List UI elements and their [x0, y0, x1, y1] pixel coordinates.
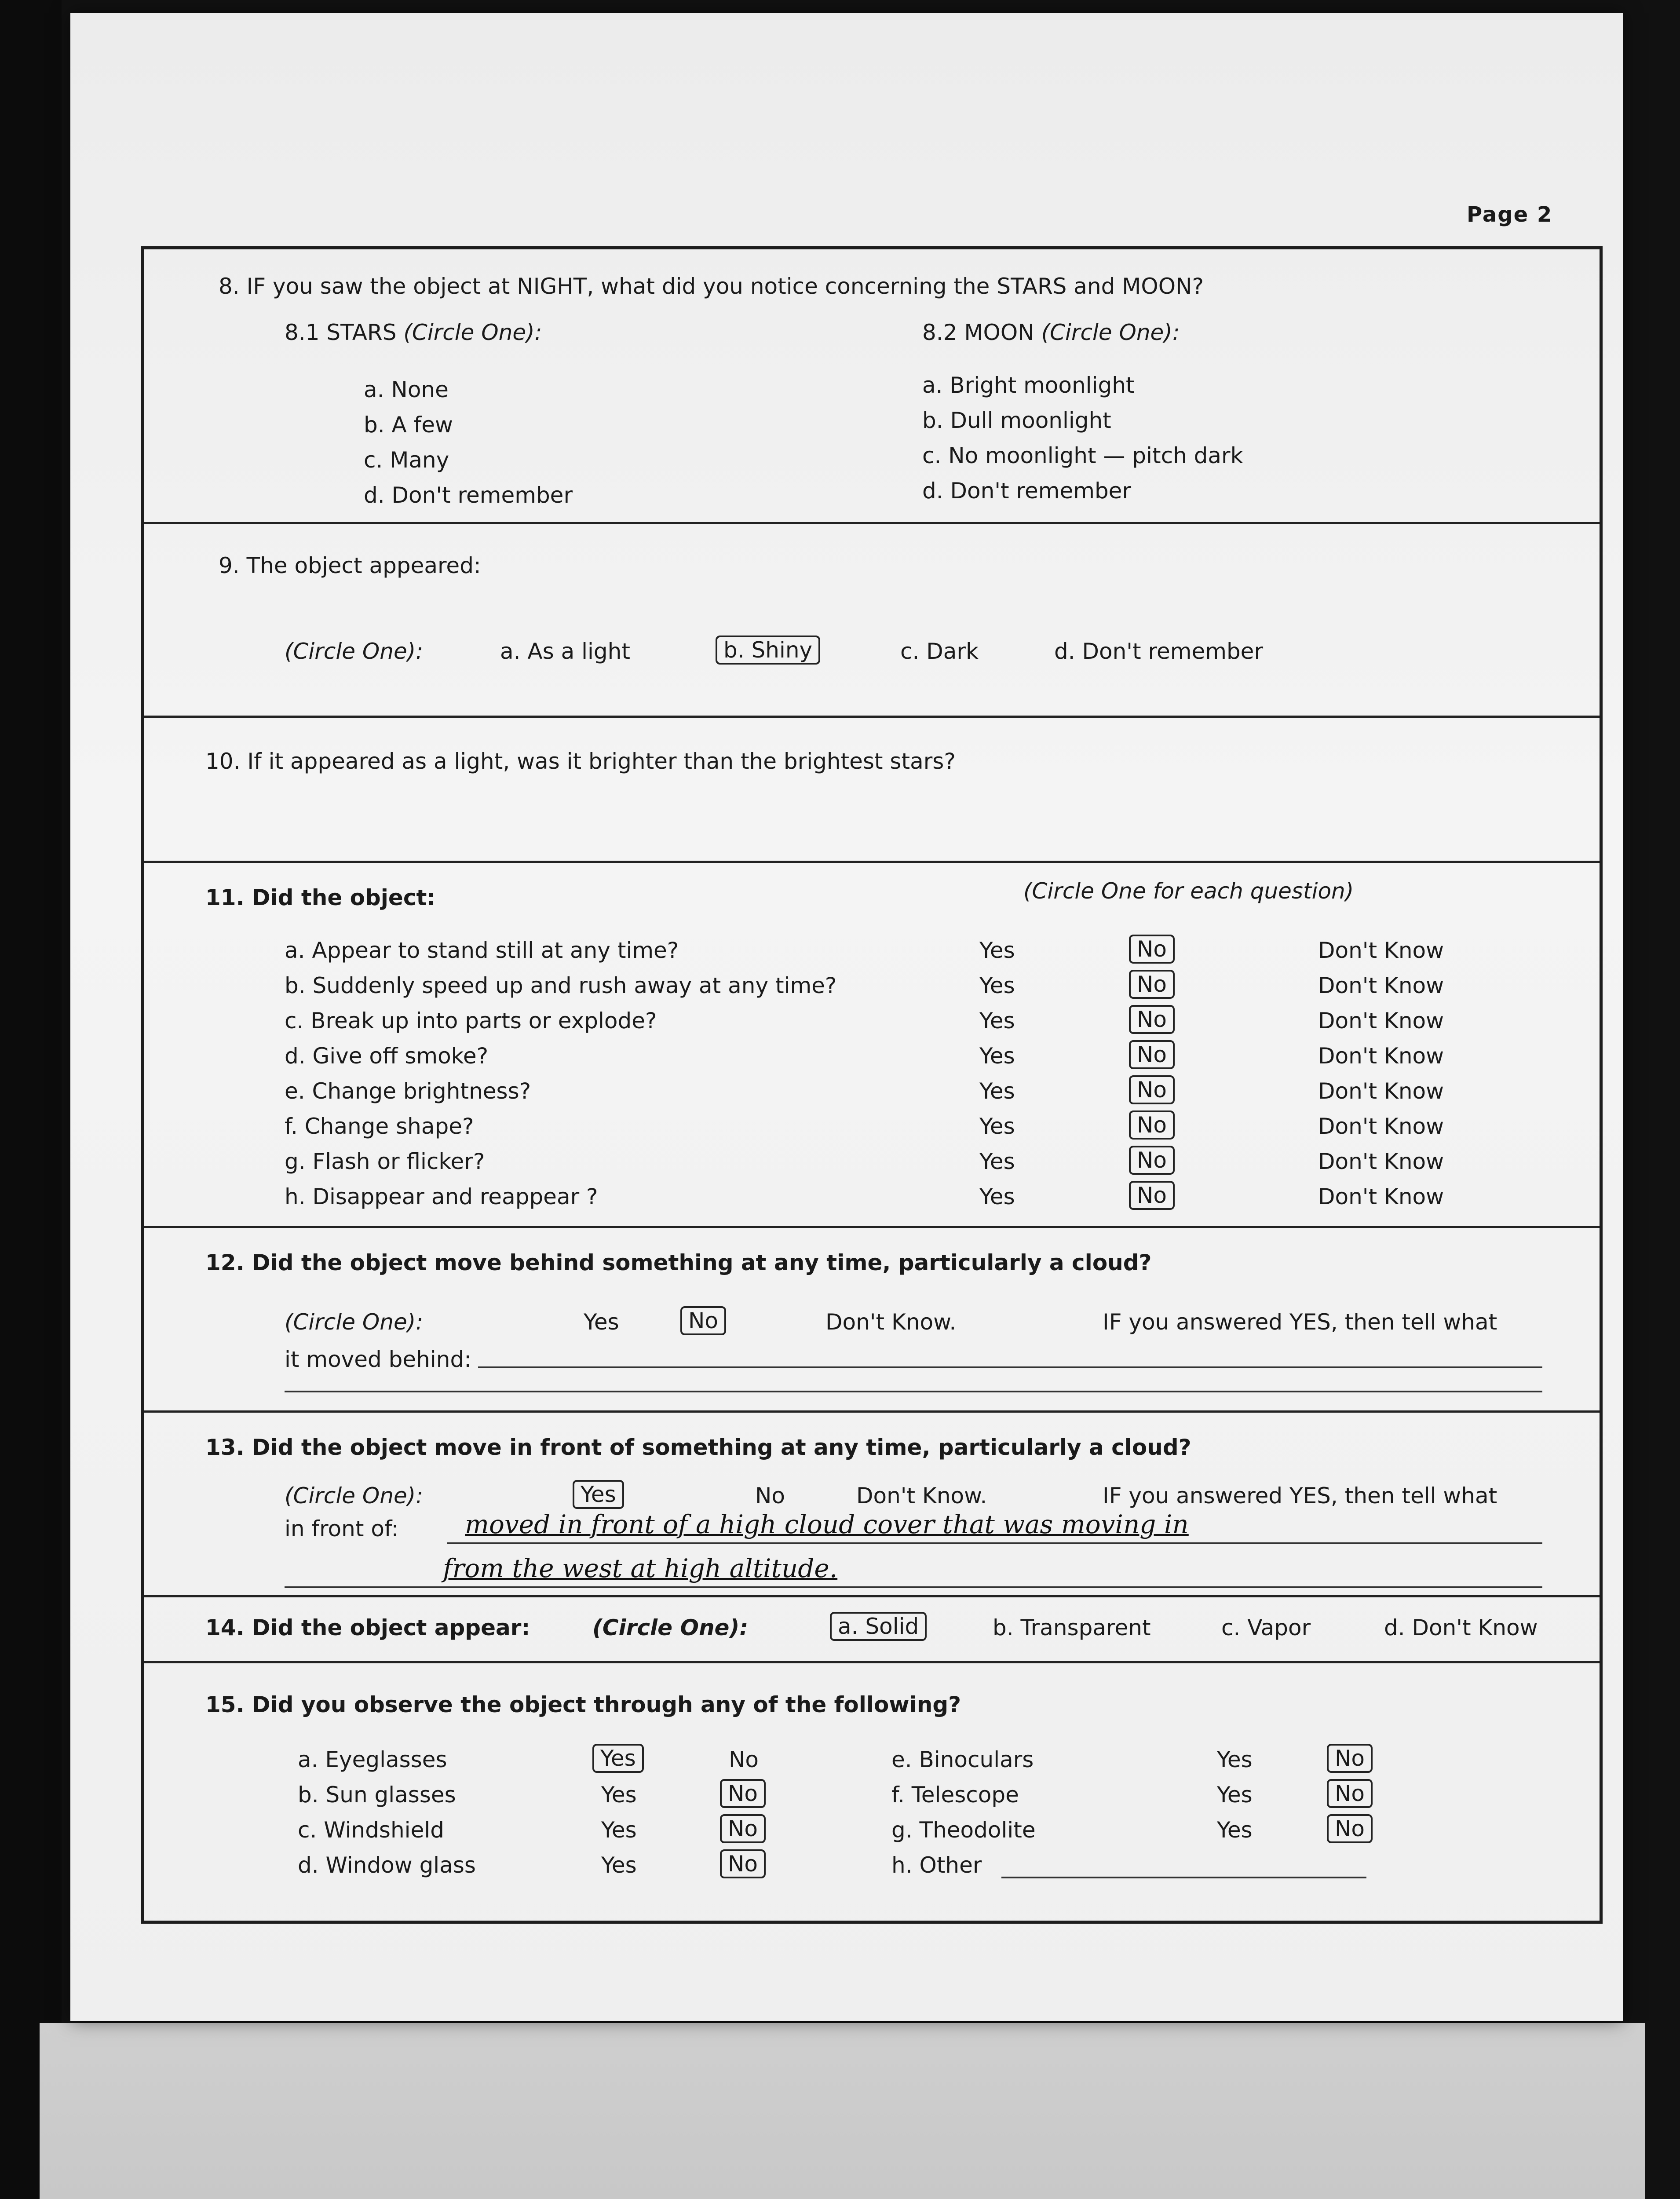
q11-no-circled[interactable]: No [1129, 970, 1175, 999]
q11-item: c. Break up into parts or explode? [285, 1008, 657, 1034]
q11-yes[interactable]: Yes [979, 1149, 1015, 1174]
stars-heading-label: 8.1 STARS [285, 320, 397, 345]
q11-item: b. Suddenly speed up and rush away at any time? [285, 973, 837, 998]
q12-yes[interactable]: Yes [584, 1309, 619, 1335]
q13-label: in front of: [285, 1516, 399, 1541]
q15-window-glass-yes[interactable]: Yes [601, 1852, 637, 1878]
q15-telescope-no-circled[interactable]: No [1327, 1779, 1373, 1808]
stars-option-b[interactable]: b. A few [364, 412, 453, 438]
question-11 [144, 861, 1600, 1228]
q10-text: 10. If it appeared as a light, was it brighter than the brightest stars? [205, 749, 956, 774]
q15-other-line[interactable] [1001, 1877, 1366, 1878]
q14-option-b[interactable]: b. Transparent [993, 1615, 1151, 1640]
q15-window-glass: d. Window glass [298, 1852, 476, 1878]
moon-heading-label: 8.2 MOON [922, 320, 1034, 345]
page-number: Page 2 [1467, 202, 1553, 227]
q11-no-circled[interactable]: No [1129, 935, 1175, 964]
moon-option-b[interactable]: b. Dull moonlight [922, 408, 1111, 433]
q11-dont-know[interactable]: Don't Know [1318, 1078, 1444, 1104]
q11-yes[interactable]: Yes [979, 938, 1015, 963]
q11-text: 11. Did the object: [205, 885, 436, 910]
moon-option-c[interactable]: c. No moonlight — pitch dark [922, 443, 1243, 468]
moon-option-d[interactable]: d. Don't remember [922, 478, 1131, 504]
q11-item: f. Change shape? [285, 1114, 474, 1139]
q11-dont-know[interactable]: Don't Know [1318, 1043, 1444, 1069]
q13-text: 13. Did the object move in front of something at any time, particularly a cloud? [205, 1435, 1191, 1460]
film-edge-left [0, 0, 62, 2199]
q11-no-circled[interactable]: No [1129, 1146, 1175, 1175]
q11-no-circled[interactable]: No [1129, 1075, 1175, 1104]
scan-backdrop [40, 2023, 1645, 2199]
q15-sun-glasses-yes[interactable]: Yes [601, 1782, 637, 1808]
q14-circle-one: (Circle One): [592, 1615, 749, 1640]
question-14 [144, 1595, 1600, 1663]
q11-item: e. Change brightness? [285, 1078, 531, 1104]
q11-yes[interactable]: Yes [979, 1078, 1015, 1104]
question-9 [144, 522, 1600, 718]
moon-circle-one: (Circle One): [1041, 320, 1180, 345]
q15-eyeglasses-yes-circled[interactable]: Yes [592, 1744, 644, 1773]
q15-theodolite: g. Theodolite [891, 1817, 1036, 1843]
q11-circle-note: (Circle One for each question) [1023, 878, 1354, 904]
q15-windshield-yes[interactable]: Yes [601, 1817, 637, 1843]
q11-item: d. Give off smoke? [285, 1043, 489, 1069]
q11-yes[interactable]: Yes [979, 1043, 1015, 1069]
q13-handwritten-answer-1[interactable]: moved in front of a high cloud cover that was moving in [465, 1509, 1189, 1539]
q14-option-c[interactable]: c. Vapor [1221, 1615, 1311, 1640]
q11-no-circled[interactable]: No [1129, 1110, 1175, 1140]
q15-binoculars-no-circled[interactable]: No [1327, 1744, 1373, 1773]
q14-option-d[interactable]: d. Don't Know [1384, 1615, 1538, 1640]
q15-theodolite-no-circled[interactable]: No [1327, 1814, 1373, 1843]
q12-label: it moved behind: [285, 1347, 472, 1372]
q12-answer-line-1[interactable] [478, 1366, 1542, 1368]
form-page [70, 13, 1623, 2021]
q11-no-circled[interactable]: No [1129, 1005, 1175, 1034]
q9-option-c[interactable]: c. Dark [900, 639, 979, 664]
q11-no-circled[interactable]: No [1129, 1181, 1175, 1210]
q9-option-a[interactable]: a. As a light [500, 639, 630, 664]
q8-stars-heading [285, 320, 542, 345]
q12-no-circled[interactable]: No [680, 1306, 726, 1335]
stars-option-c[interactable]: c. Many [364, 447, 449, 473]
question-10 [144, 716, 1600, 863]
q14-text: 14. Did the object appear: [205, 1615, 530, 1640]
q15-window-glass-no-circled[interactable]: No [720, 1849, 766, 1878]
q11-yes[interactable]: Yes [979, 1184, 1015, 1209]
question-12 [144, 1226, 1600, 1413]
q15-windshield-no-circled[interactable]: No [720, 1814, 766, 1843]
q15-binoculars: e. Binoculars [891, 1747, 1034, 1772]
q15-binoculars-yes[interactable]: Yes [1217, 1747, 1253, 1772]
q12-dont-know[interactable]: Don't Know. [825, 1309, 957, 1335]
q15-text: 15. Did you observe the object through any of the following? [205, 1692, 961, 1717]
q15-sun-glasses: b. Sun glasses [298, 1782, 456, 1808]
q13-dont-know[interactable]: Don't Know. [856, 1483, 987, 1509]
stars-option-a[interactable]: a. None [364, 377, 449, 402]
q12-text: 12. Did the object move behind something at any time, particularly a cloud? [205, 1250, 1152, 1275]
q9-text: 9. The object appeared: [219, 553, 481, 578]
q13-answer-line-2 [285, 1586, 1542, 1588]
stars-circle-one: (Circle One): [403, 320, 542, 345]
q15-sun-glasses-no-circled[interactable]: No [720, 1779, 766, 1808]
questionnaire-form [141, 246, 1603, 1924]
q11-dont-know[interactable]: Don't Know [1318, 1114, 1444, 1139]
q13-handwritten-answer-2[interactable]: from the west at high altitude. [443, 1553, 838, 1583]
q11-dont-know[interactable]: Don't Know [1318, 1149, 1444, 1174]
q15-other: h. Other [891, 1852, 982, 1878]
q15-telescope: f. Telescope [891, 1782, 1019, 1808]
q8-moon-heading [922, 320, 1180, 345]
q12-if-yes: IF you answered YES, then tell what [1103, 1309, 1497, 1335]
question-13 [144, 1410, 1600, 1597]
q8-text: 8. IF you saw the object at NIGHT, what did you notice concerning the STARS and MOON? [219, 274, 1204, 299]
q15-theodolite-yes[interactable]: Yes [1217, 1817, 1253, 1843]
q11-dont-know[interactable]: Don't Know [1318, 1008, 1444, 1034]
q15-telescope-yes[interactable]: Yes [1217, 1782, 1253, 1808]
q11-item: h. Disappear and reappear ? [285, 1184, 598, 1209]
q12-circle-one: (Circle One): [285, 1309, 424, 1335]
q11-dont-know[interactable]: Don't Know [1318, 1184, 1444, 1209]
moon-option-a[interactable]: a. Bright moonlight [922, 373, 1135, 398]
q13-no[interactable]: No [755, 1483, 785, 1509]
q13-circle-one: (Circle One): [285, 1483, 424, 1509]
q15-windshield: c. Windshield [298, 1817, 444, 1843]
q14-option-a-circled[interactable]: a. Solid [830, 1612, 927, 1641]
q11-dont-know[interactable]: Don't Know [1318, 973, 1444, 998]
question-15 [144, 1661, 1600, 1914]
question-8 [144, 249, 1600, 524]
q15-eyeglasses-no[interactable]: No [729, 1747, 759, 1772]
q13-yes-circled[interactable]: Yes [573, 1480, 624, 1509]
q11-item: a. Appear to stand still at any time? [285, 938, 679, 963]
q9-option-d[interactable]: d. Don't remember [1054, 639, 1263, 664]
q11-dont-know[interactable]: Don't Know [1318, 938, 1444, 963]
q9-option-b-circled[interactable]: b. Shiny [716, 636, 820, 665]
q11-yes[interactable]: Yes [979, 1114, 1015, 1139]
q9-circle-one: (Circle One): [285, 639, 424, 664]
q13-answer-line-1 [447, 1542, 1542, 1544]
q13-if-yes: IF you answered YES, then tell what [1103, 1483, 1497, 1509]
q11-item: g. Flash or flicker? [285, 1149, 485, 1174]
q11-no-circled[interactable]: No [1129, 1040, 1175, 1069]
q12-answer-line-2[interactable] [285, 1391, 1542, 1392]
q11-yes[interactable]: Yes [979, 1008, 1015, 1034]
q11-yes[interactable]: Yes [979, 973, 1015, 998]
q15-eyeglasses: a. Eyeglasses [298, 1747, 447, 1772]
stars-option-d[interactable]: d. Don't remember [364, 482, 573, 508]
